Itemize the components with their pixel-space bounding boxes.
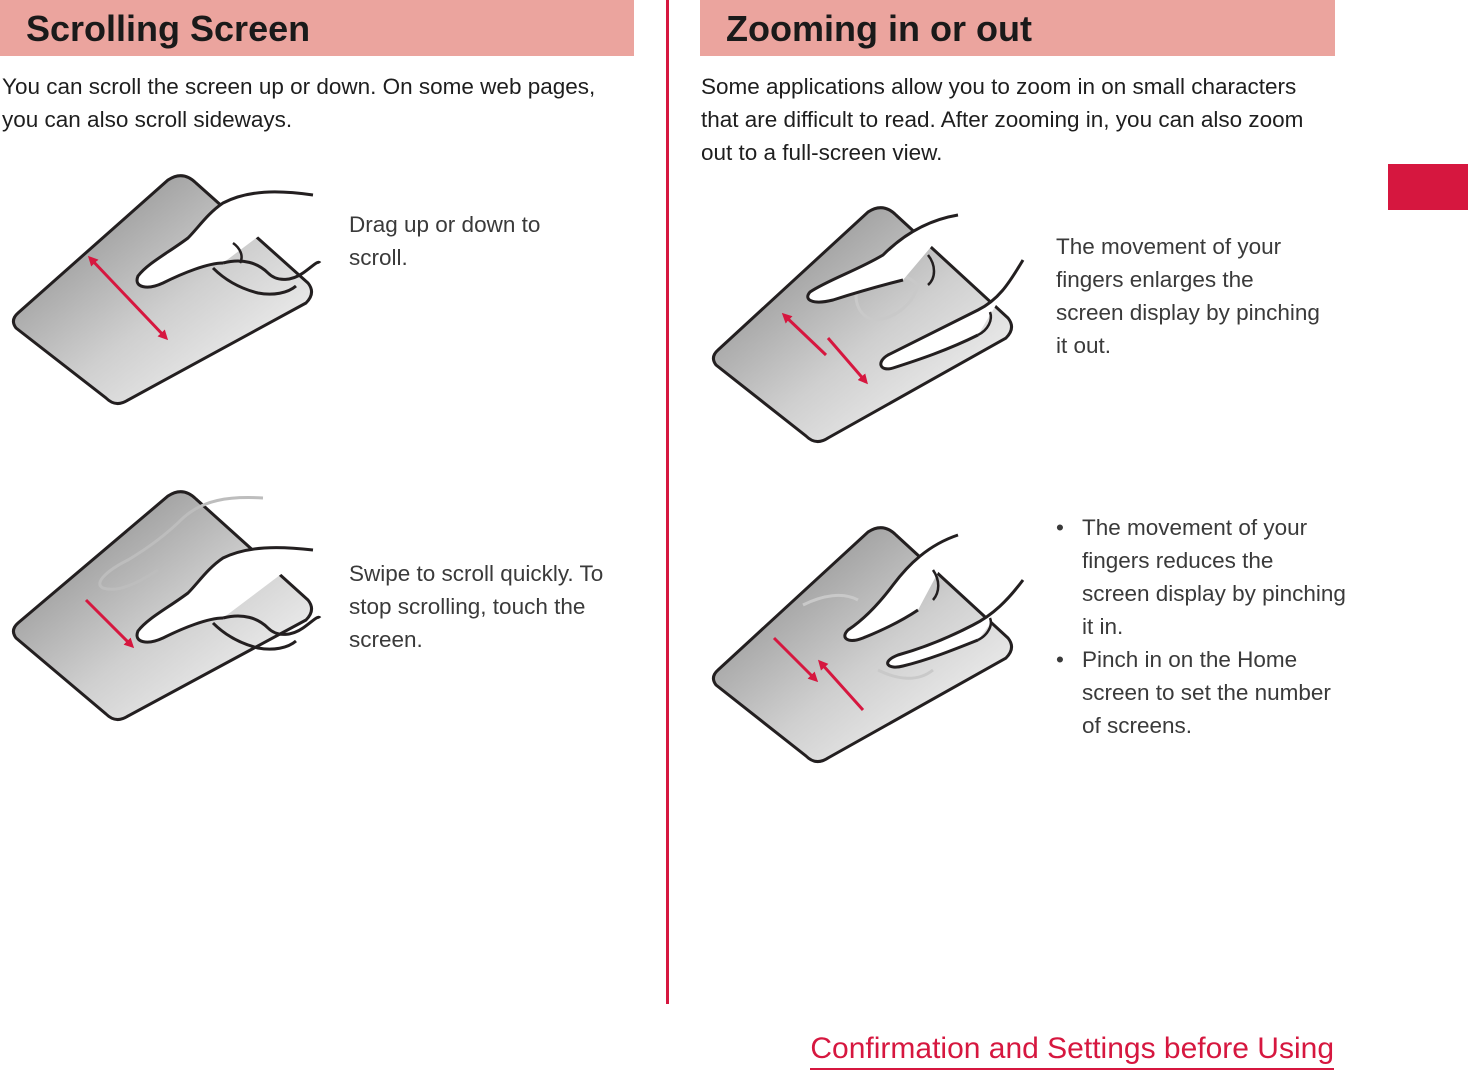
zooming-intro: Some applications allow you to zoom in on small characters that are difficult to read. After zooming in, you can also zoom out to a full-screen view. bbox=[701, 74, 1304, 165]
pinch-in-bullet-2: • Pinch in on the Home screen to set the number of screens. bbox=[1056, 643, 1346, 742]
pinch-in-notes bbox=[1056, 511, 1346, 742]
swipe-gesture-icon bbox=[8, 488, 328, 733]
drag-caption: Drag up or down to scroll. bbox=[349, 212, 541, 270]
pinch-in-gesture-icon bbox=[708, 520, 1028, 775]
scrolling-intro: You can scroll the screen up or down. On some web pages, you can also scroll sideways. bbox=[2, 74, 596, 132]
column-divider bbox=[666, 0, 669, 1004]
pinch-in-bullet-1: • The movement of your fingers reduces the screen display by pinching it in. bbox=[1056, 511, 1346, 643]
scrolling-screen-heading: Scrolling Screen bbox=[0, 0, 634, 56]
zooming-heading: Zooming in or out bbox=[700, 0, 1335, 56]
drag-gesture-icon bbox=[8, 168, 328, 413]
pinch-out-gesture-icon bbox=[708, 200, 1028, 455]
pinch-out-caption: The movement of your fingers enlarges the screen display by pinching it out. bbox=[1056, 234, 1320, 358]
chapter-footer-link[interactable]: Confirmation and Settings before Using bbox=[810, 1030, 1334, 1070]
swipe-caption: Swipe to scroll quickly. To stop scrolling, touch the screen. bbox=[349, 561, 604, 652]
chapter-index-tab bbox=[1388, 164, 1468, 210]
